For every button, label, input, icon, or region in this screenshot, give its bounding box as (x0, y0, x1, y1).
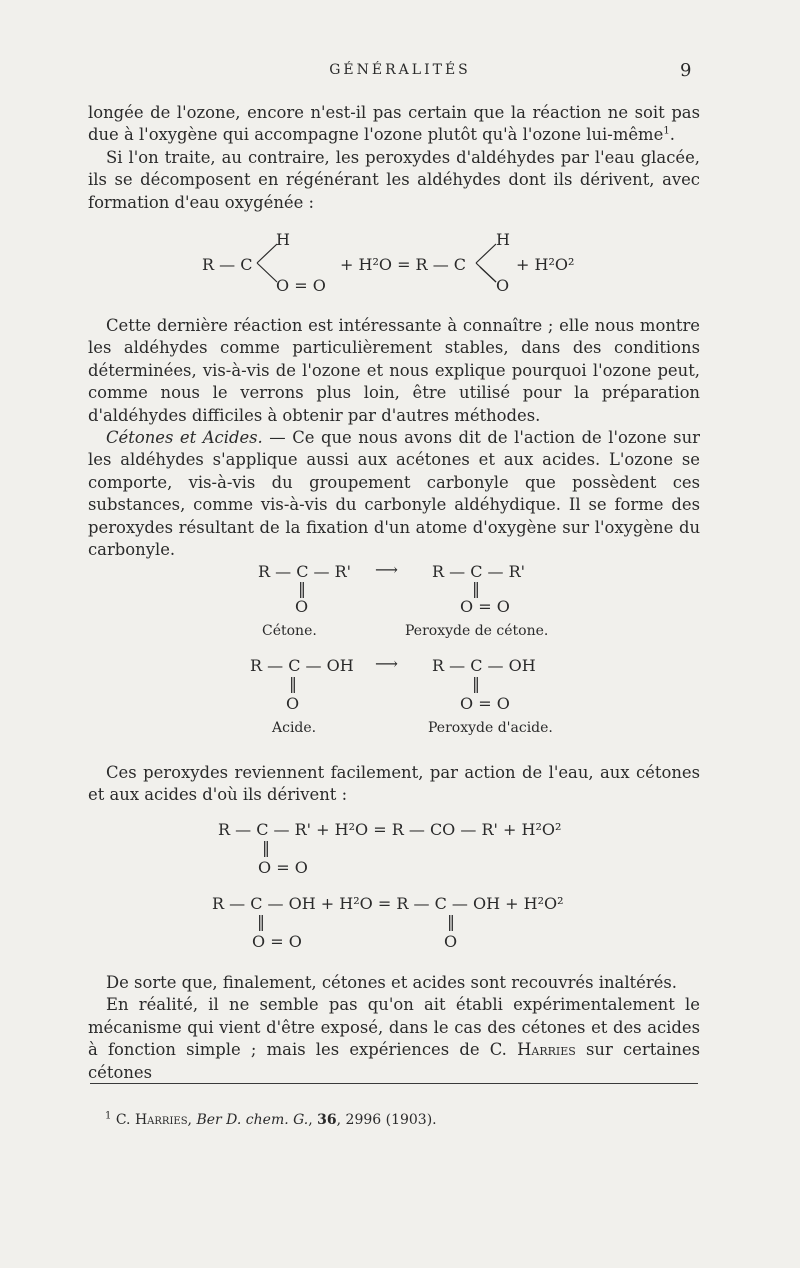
paragraph-3: Cette dernière réaction est intéressante à connaître ; elle nous montre les aldéhydes comme particulièrement stables, dans des conditions déterminées, vis-à-vis de l'ozone et nous explique pourquoi l'ozone peut, comme nous le verrons plus loin, être utilisé pour la préparation d'aldéhydes difficiles à obtenir par d'autres méthodes. (88, 316, 700, 425)
acid-left-formula: R — C — OH (250, 656, 354, 675)
paragraph-5: Ces peroxydes reviennent facilement, par action de l'eau, aux cétones et aux acides d'où ils dérivent : (88, 763, 700, 805)
eq1-plus-water: + H²O = R — C (340, 255, 467, 274)
text-block-top (88, 102, 700, 214)
caption-cetone: Cétone. (262, 623, 317, 639)
text-block-middle (88, 315, 700, 561)
eq1-right-o: O (496, 276, 510, 295)
eq1-plus-h2o2: + H²O² (516, 255, 575, 274)
ketone-right-peroxide: O = O (460, 597, 510, 616)
text-block-regeneration (88, 762, 700, 807)
double-bond-icon: ‖ (472, 579, 480, 598)
section-title-cetones-acides: Cétones et Acides. (106, 428, 263, 448)
eq-acid-left-peroxide: O = O (252, 932, 302, 951)
footnote-author: Harries (134, 1112, 188, 1128)
footnote-journal: Ber D. chem. G. (196, 1112, 309, 1128)
caption-peroxyde-acide: Peroxyde d'acide. (428, 720, 553, 736)
eq1-left-oo: O = O (276, 276, 326, 295)
eq-acid-right-oxygen: O (444, 932, 458, 951)
caption-peroxyde-cetone: Peroxyde de cétone. (405, 623, 549, 639)
ketone-left-oxygen: O (295, 597, 309, 616)
eq-ketone-line: R — C — R' + H²O = R — CO — R' + H²O² (218, 820, 562, 839)
eq1-right-h: H (496, 230, 510, 249)
footnote: $^1$ C. Harries, Ber D. chem. G., 36, 2996 (1903). (105, 1110, 437, 1128)
acid-left-oxygen: O (286, 694, 300, 713)
eq1-left-h: H (276, 230, 290, 249)
ketone-right-formula: R — C — R' (432, 562, 526, 581)
footnote-ref: 1 (663, 125, 670, 137)
eq-acid-line: R — C — OH + H²O = R — C — OH + H²O² (212, 894, 564, 913)
double-bond-icon: ‖ (262, 838, 270, 857)
footnote-volume: 36 (317, 1112, 337, 1128)
paragraph-1: longée de l'ozone, encore n'est-il pas certain que la réaction ne soit pas due à l'oxygène qui accompagne l'ozone plutôt qu'à l'ozone lui-même$^1$. (88, 103, 700, 145)
paragraph-4: Cétones et Acides. — Ce que nous avons dit de l'action de l'ozone sur les aldéhydes s'applique aussi aux acétones et aux acides. L'ozone se comporte, vis-à-vis du groupement carbonyle que possèdent ces substances, comme vis-à-vis du carbonyle aldéhydique. Il se forme des peroxydes résultant de la fixation d'un atome d'oxygène sur l'oxygène du carbonyle. (88, 428, 700, 560)
eq-ketone-peroxide: O = O (258, 858, 308, 877)
running-head: GÉNÉRALITÉS (329, 62, 471, 78)
ketone-left-formula: R — C — R' (258, 562, 352, 581)
footnote-rule (90, 1083, 698, 1084)
acid-right-formula: R — C — OH (432, 656, 536, 675)
acid-right-peroxide: O = O (460, 694, 510, 713)
page-number: 9 (680, 60, 692, 81)
arrow-icon: ⟶ (375, 560, 398, 579)
paragraph-7: En réalité, il ne semble pas qu'on ait établi expérimentalement le mécanisme qui vient d'être exposé, dans le cas des cétones et des acides à fonction simple ; mais les expériences de C. Harries sur certaines cétones (88, 995, 700, 1082)
arrow-icon: ⟶ (375, 654, 398, 673)
text-block-bottom (88, 972, 700, 1084)
double-bond-icon: ‖ (447, 912, 455, 931)
eq1-left-r: R — C (202, 255, 253, 274)
eq1-left-bond-lines (255, 236, 280, 286)
double-bond-icon: ‖ (472, 674, 480, 693)
paragraph-2: Si l'on traite, au contraire, les peroxydes d'aldéhydes par l'eau glacée, ils se décomposent en régénérant les aldéhydes dont ils dérivent, avec formation d'eau oxygénée : (88, 147, 700, 212)
double-bond-icon: ‖ (257, 912, 265, 931)
footnote-number: 1 (105, 1110, 112, 1122)
caption-acide: Acide. (272, 720, 317, 736)
double-bond-icon: ‖ (298, 579, 306, 598)
double-bond-icon: ‖ (289, 674, 297, 693)
paragraph-6: De sorte que, finalement, cétones et acides sont recouvrés inaltérés. (106, 973, 677, 992)
author-name: Harries (517, 1040, 576, 1060)
